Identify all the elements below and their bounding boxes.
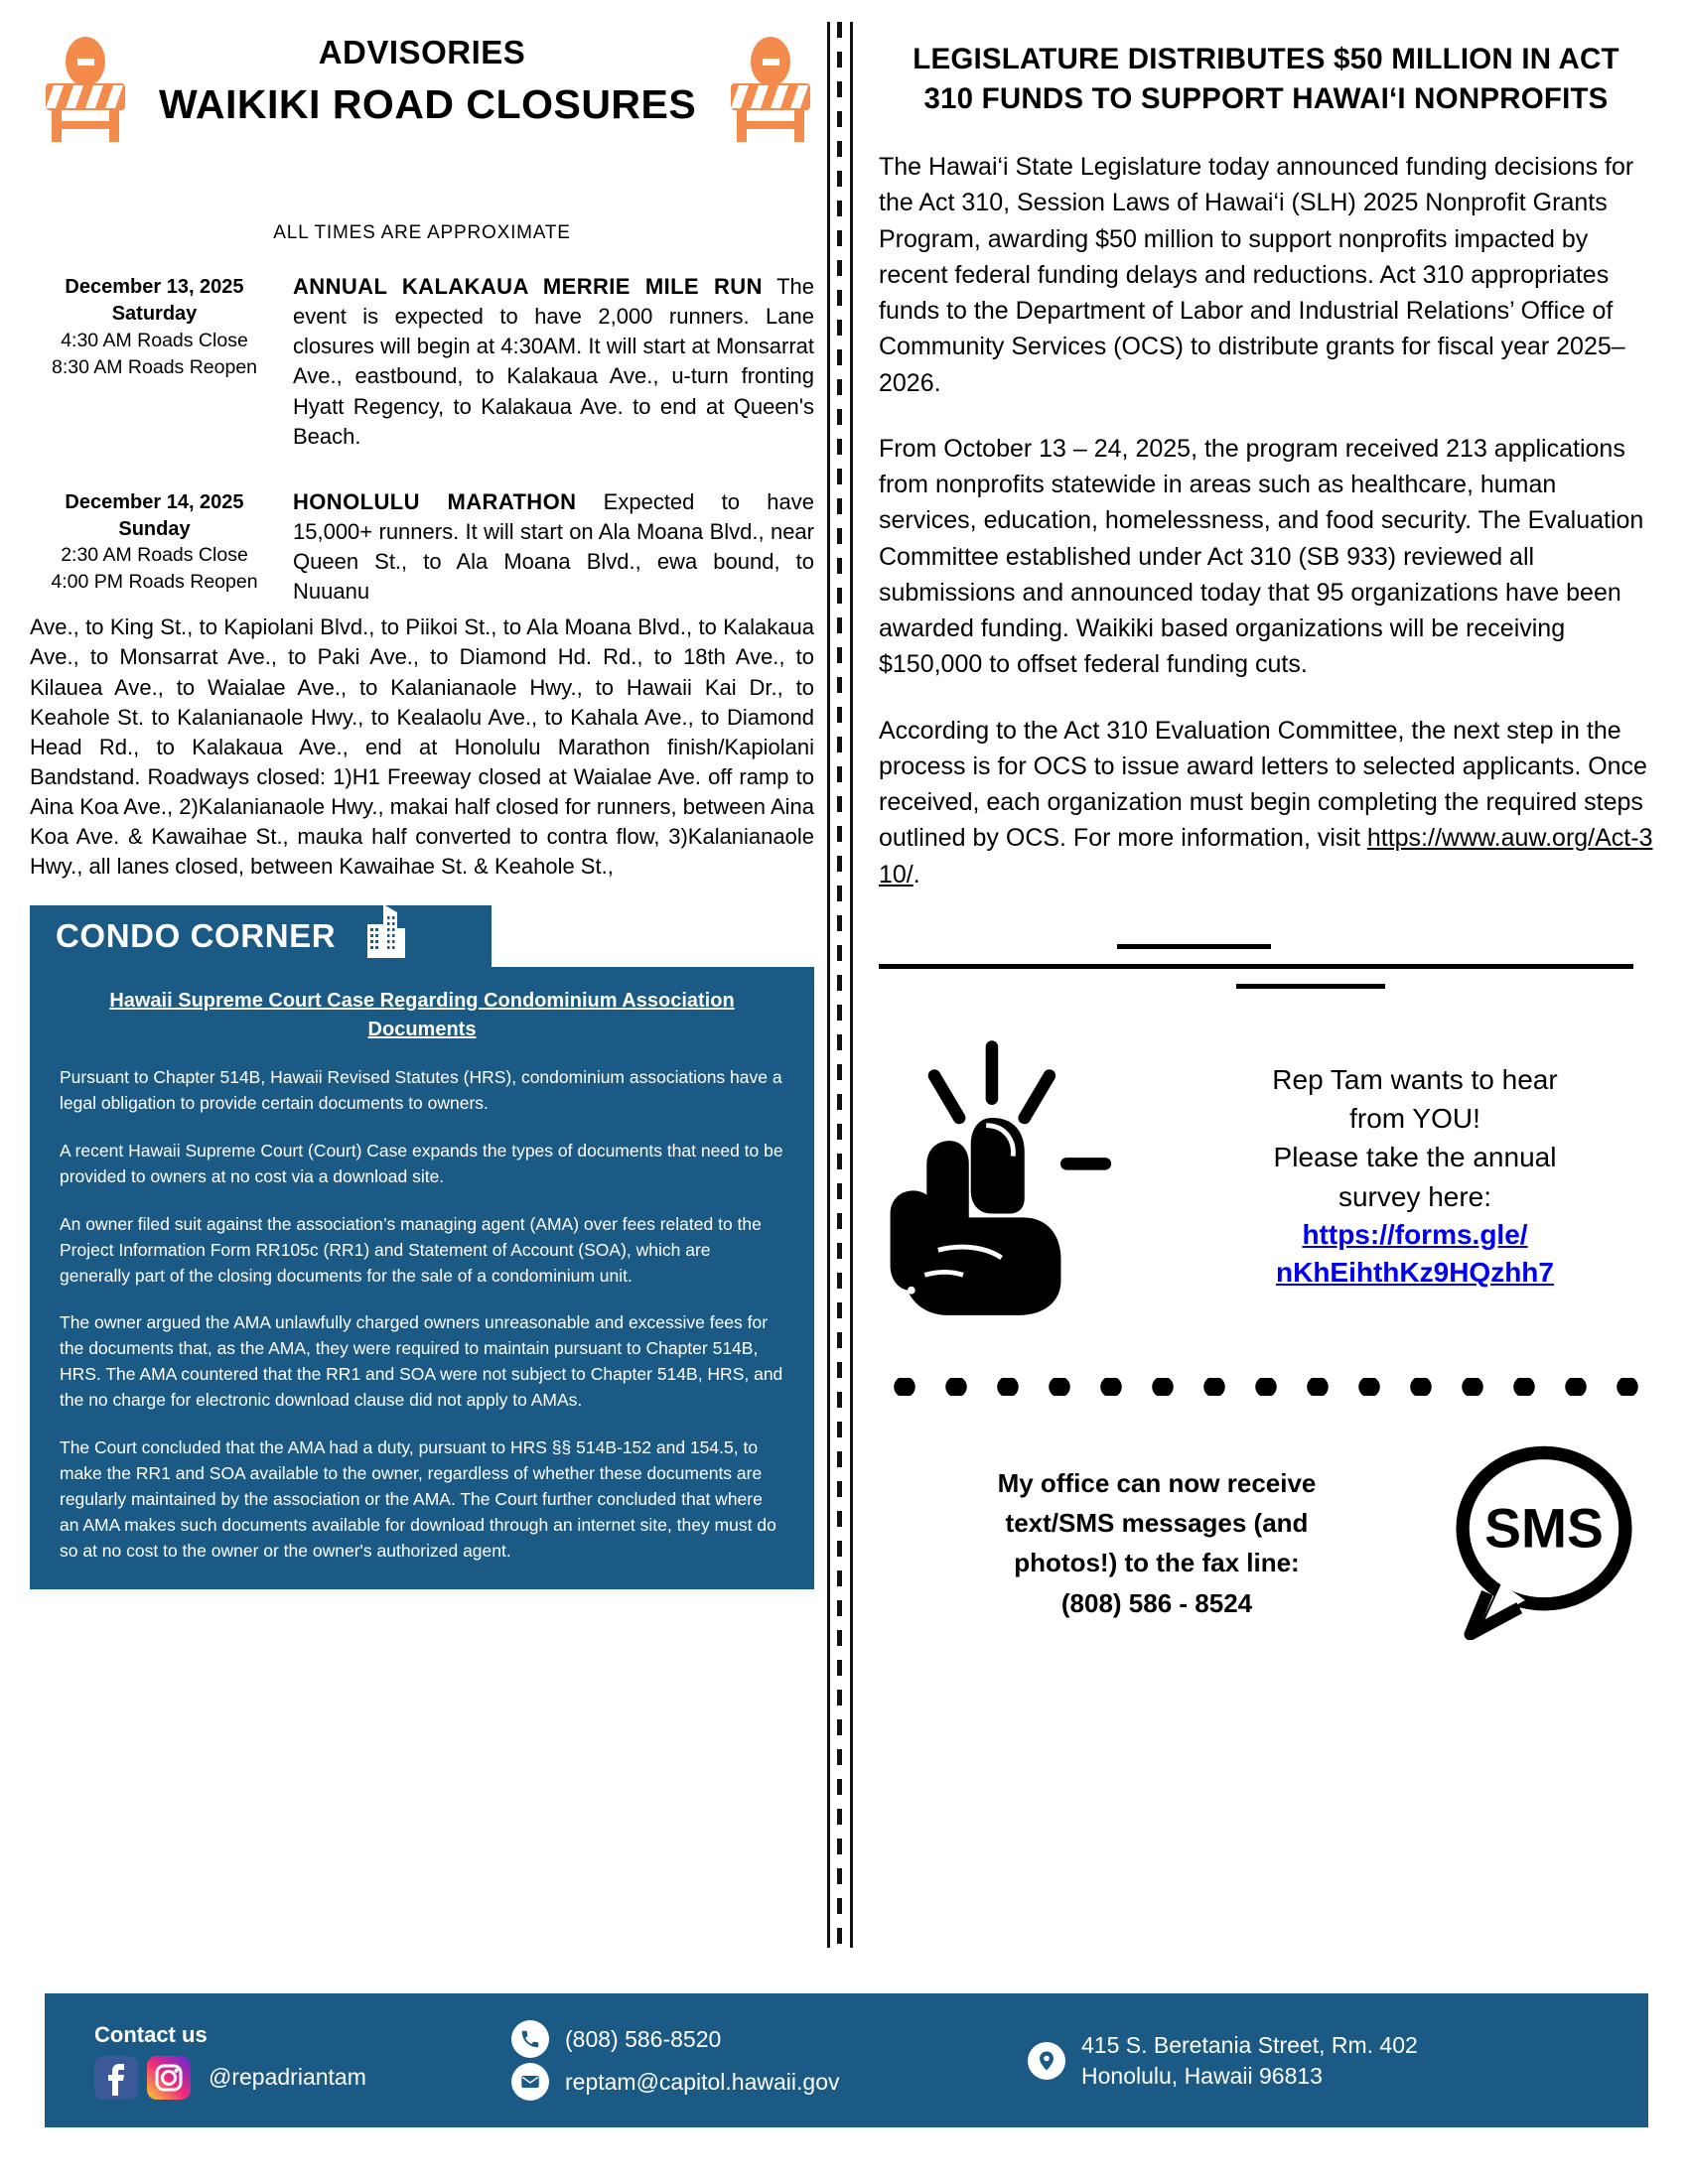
footer-phone[interactable]: (808) 586-8520 xyxy=(565,2025,722,2052)
right-column xyxy=(879,40,1653,1645)
footer-email-line xyxy=(511,2063,1028,2101)
survey-url-line-2[interactable]: nKhEihthKz9HQzhh7 xyxy=(1276,1256,1554,1288)
sms-badge-text: SMS xyxy=(1484,1497,1604,1560)
separator-line-short-bottom xyxy=(1236,984,1385,989)
condo-corner-header xyxy=(30,905,492,967)
event-reopen-time: 8:30 AM Roads Reopen xyxy=(51,355,258,378)
event-row xyxy=(30,272,814,452)
event-detail: Expected to have 15,000+ runners. It will start on Ala Moana Blvd., near Queen St., to Ala Moana Blvd., ewa bound, to Nuuanu xyxy=(293,488,814,605)
footer-address-block xyxy=(1028,2025,1648,2096)
condo-paragraph: A recent Hawaii Supreme Court (Court) Case expands the types of documents that need to be provided to owners at no cost via a download site. xyxy=(60,1140,783,1186)
facebook-icon[interactable] xyxy=(94,2056,138,2100)
event-date: December 13, 2025 xyxy=(65,276,244,298)
route-continuation: Ave., to King St., to Kapiolani Blvd., to Piikoi St., to Ala Moana Blvd., to Kalakaua Ave., to Monsarrat Ave., to Paki Ave., to Diamond Hd. Rd., to 18th Ave., to Kilauea Ave., to Waialae Ave., to Kalanianaole Hwy., to Hawaii Kai Dr., to Keahole St. to Kalanianaole Hwy., to Kealaolu Ave., to Kahala Ave., to Diamond Head Rd., to Kalakaua Ave., end at Honolulu Marathon finish/Kapiolani Bandstand. Roadways closed: 1)H1 Freeway closed at Waialae Ave. off ramp to Aina Koa Ave., 2)Kalanianaole Hwy., makai half closed for runners, between Aina Koa Ave. & Kawaihae St., mauka half converted to contra flow, 3)Kalanianaole Hwy., all lanes closed, between Kawaihae St. & Keahole St., xyxy=(30,614,814,880)
article-headline: LEGISLATURE DISTRIBUTES $50 MILLION IN ACT 310 FUNDS TO SUPPORT HAWAI‘I NONPROFITS xyxy=(913,43,1619,116)
sms-fax-number: (808) 586 - 8524 xyxy=(1060,1587,1253,1618)
sms-speech-bubble-icon xyxy=(1445,1441,1653,1645)
event-day: Sunday xyxy=(118,517,191,540)
advisories-header xyxy=(30,0,814,189)
separator-line-long xyxy=(879,964,1633,969)
footer-social-block xyxy=(45,2022,511,2100)
footer-email[interactable]: reptam@capitol.hawaii.gov xyxy=(565,2068,840,2095)
survey-callout xyxy=(879,1029,1653,1322)
event-reopen-time: 4:00 PM Roads Reopen xyxy=(51,571,258,594)
survey-line-4: survey here: xyxy=(1337,1180,1492,1212)
page-title: WAIKIKI ROAD CLOSURES xyxy=(159,81,697,127)
address-line-2: Honolulu, Hawaii 96813 xyxy=(1081,2062,1323,2089)
event-name: ANNUAL KALAKAUA MERRIE MILE RUN xyxy=(293,274,763,299)
divider-dashes xyxy=(837,22,842,1948)
event-close-time: 4:30 AM Roads Close xyxy=(61,329,248,351)
condo-corner-body xyxy=(30,967,814,1589)
survey-line-2: from YOU! xyxy=(1349,1103,1480,1135)
footer-address xyxy=(1081,2030,1418,2091)
sms-callout xyxy=(879,1441,1653,1645)
survey-text xyxy=(1177,1060,1653,1292)
road-barricade-icon xyxy=(40,36,131,145)
times-approximate-note: ALL TIMES ARE APPROXIMATE xyxy=(273,222,571,243)
advisories-kicker: ADVISORIES xyxy=(318,34,526,70)
dotted-separator xyxy=(879,1378,1653,1396)
footer-contact-bar xyxy=(45,1993,1648,2127)
address-line-1: 415 S. Beretania Street, Rm. 402 xyxy=(1081,2032,1418,2059)
event-day: Saturday xyxy=(111,302,198,325)
event-close-time: 2:30 AM Roads Close xyxy=(61,544,248,567)
condo-corner-subtitle: Hawaii Supreme Court Case Regarding Condominium Association Documents xyxy=(109,990,735,1040)
footer-address-line xyxy=(1028,2030,1648,2091)
divider-edge-left xyxy=(827,22,830,1948)
survey-line-1: Rep Tam wants to hear xyxy=(1272,1064,1558,1096)
event-date: December 14, 2025 xyxy=(65,490,244,513)
column-divider-road xyxy=(827,22,853,1948)
social-handle[interactable]: @repadriantam xyxy=(209,2064,366,2090)
event-description xyxy=(293,272,814,452)
event-schedule xyxy=(30,272,293,380)
location-pin-icon xyxy=(1028,2042,1065,2080)
event-row xyxy=(30,487,814,608)
article-text-after-link: . xyxy=(913,860,920,888)
separator-line-short-top xyxy=(1117,944,1271,949)
event-description xyxy=(293,487,814,608)
footer-contact-block xyxy=(511,2015,1028,2106)
instagram-icon[interactable] xyxy=(147,2056,191,2100)
divider-edge-right xyxy=(850,22,853,1948)
pointing-hand-icon xyxy=(879,1029,1177,1322)
sms-line-3: photos!) to the fax line: xyxy=(1014,1548,1300,1578)
event-list xyxy=(30,272,814,882)
event-name: HONOLULU MARATHON xyxy=(293,488,577,514)
condo-paragraph: Pursuant to Chapter 514B, Hawaii Revised Statutes (HRS), condominium associations have a legal obligation to provide certain documents to owners. xyxy=(60,1067,782,1114)
auw-act310-link[interactable]: https://www.auw.org/Act-310/ xyxy=(879,824,1653,888)
article-text-before-link: According to the Act 310 Evaluation Committee, the next step in the process is for OCS to issue award letters to selected applicants. Once received, each organization must begin completing the required steps outlined by OCS. For more information, visit xyxy=(879,716,1647,853)
social-links xyxy=(94,2056,511,2100)
article-paragraph: The Hawai‘i State Legislature today announced funding decisions for the Act 310, Session Laws of Hawai‘i (SLH) 2025 Nonprofit Grants Program, awarding $50 million to support nonprofits impacted by recent federal funding delays and reductions. Act 310 appropriates funds to the Department of Labor and Industrial Relations’ Office of Community Services (OCS) to distribute grants for fiscal year 2025–2026. xyxy=(879,153,1634,397)
road-barricade-icon xyxy=(725,36,816,145)
envelope-icon xyxy=(511,2063,549,2101)
condo-paragraph: An owner filed suit against the association’s managing agent (AMA) over fees related to the Project Information Form RR105c (RR1) and Statement of Account (SOA), which are generally part of the closing documents for the sale of a condominium unit. xyxy=(60,1213,762,1286)
condo-paragraph: The owner argued the AMA unlawfully charged owners unreasonable and excessive fees for the documents that, as the AMA, they were required to maintain pursuant to Chapter 514B, HRS. The AMA countered that the RR1 and SOA were not subject to Chapter 514B, HRS, and the no charge for electronic download clause did not apply to AMAs. xyxy=(60,1312,783,1411)
sms-line-2: text/SMS messages (and xyxy=(1005,1508,1309,1539)
condo-paragraph: The Court concluded that the AMA had a duty, pursuant to HRS §§ 514B-152 and 154.5, to make the RR1 and SOA available to the owner, regardless of whether these documents are regularly maintained by the association or the AMA. The Court further concluded that where an AMA makes such documents available for download through an internet site, they must do so at no cost to the owner or the owner's authorized agent. xyxy=(60,1436,776,1561)
condo-corner-title: CONDO CORNER xyxy=(56,917,337,955)
survey-line-3: Please take the annual xyxy=(1273,1142,1557,1173)
article-paragraph xyxy=(879,713,1653,892)
phone-icon xyxy=(511,2020,549,2058)
event-detail: The event is expected to have 2,000 runners. Lane closures will begin at 4:30AM. It will start at Monsarrat Ave., eastbound, to Kalakaua Ave., u-turn fronting Hyatt Regency, to Kalakaua Ave. to end at Queen's Beach. xyxy=(293,274,814,449)
left-column xyxy=(30,0,814,1589)
sms-line-1: My office can now receive xyxy=(997,1467,1317,1498)
footer-phone-line xyxy=(511,2020,1028,2058)
condo-corner-section xyxy=(30,905,814,1589)
event-schedule xyxy=(30,487,293,596)
contact-us-label: Contact us xyxy=(94,2021,208,2047)
building-icon xyxy=(357,902,409,965)
section-separator xyxy=(879,944,1653,996)
sms-text xyxy=(879,1463,1445,1623)
survey-url-line-1[interactable]: https://forms.gle/ xyxy=(1302,1218,1528,1250)
article-paragraph: From October 13 – 24, 2025, the program received 213 applications from nonprofits statewide in areas such as healthcare, human services, education, homelessness, and food security. The Evaluation Committee established under Act 310 (SB 933) reviewed all submissions and announced today that 95 organizations have been awarded funding. Waikiki based organizations will be receiving $150,000 to offset federal funding cuts. xyxy=(879,434,1644,679)
advisories-titles xyxy=(30,34,814,128)
